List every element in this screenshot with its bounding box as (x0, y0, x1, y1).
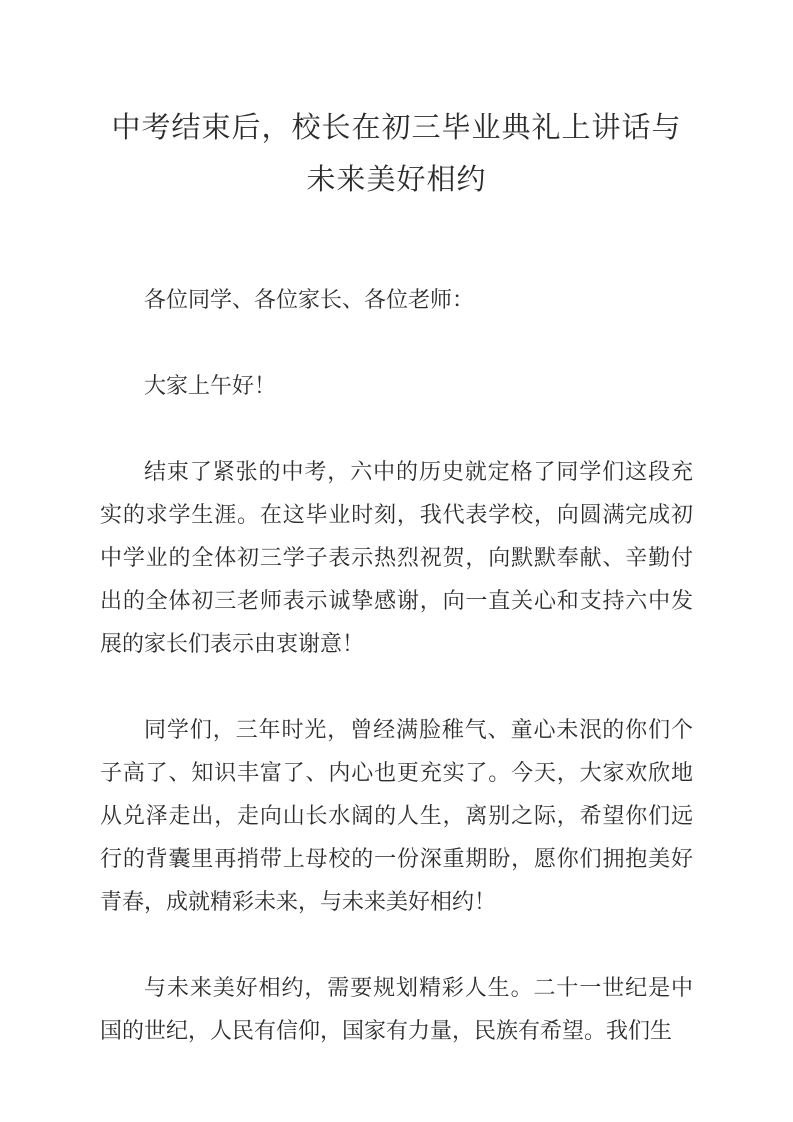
paragraph: 结束了紧张的中考，六中的历史就定格了同学们这段充实的求学生涯。在这毕业时刻，我代表学校，向圆满完成初中学业的全体初三学子表示热烈祝贺，向默默奉献、辛勤付出的全体初三老师表示诚挚感谢，向一直关心和支持六中发展的家长们表示由衷谢意！ (100, 459, 693, 656)
paragraph: 同学们，三年时光，曾经满脸稚气、童心未泯的你们个子高了、知识丰富了、内心也更充实了。今天，大家欢欣地从兑泽走出，走向山长水阔的人生，离别之际，希望你们远行的背囊里再捎带上母校的一份深重期盼，愿你们拥抱美好青春，成就精彩未来，与未来美好相约！ (100, 717, 693, 914)
paragraph-truncated: 与未来美好相约，需要规划精彩人生。二十一世纪是中国的世纪，人民有信仰，国家有力量，民族有希望。我们生 (100, 975, 693, 1043)
document-title: 中考结束后，校长在初三毕业典礼上讲话与未来美好相约 (111, 112, 682, 196)
salutation-line: 各位同学、各位家长、各位老师： (144, 287, 475, 312)
greeting-line: 大家上午好！ (144, 373, 277, 398)
document-body (100, 278, 693, 1052)
